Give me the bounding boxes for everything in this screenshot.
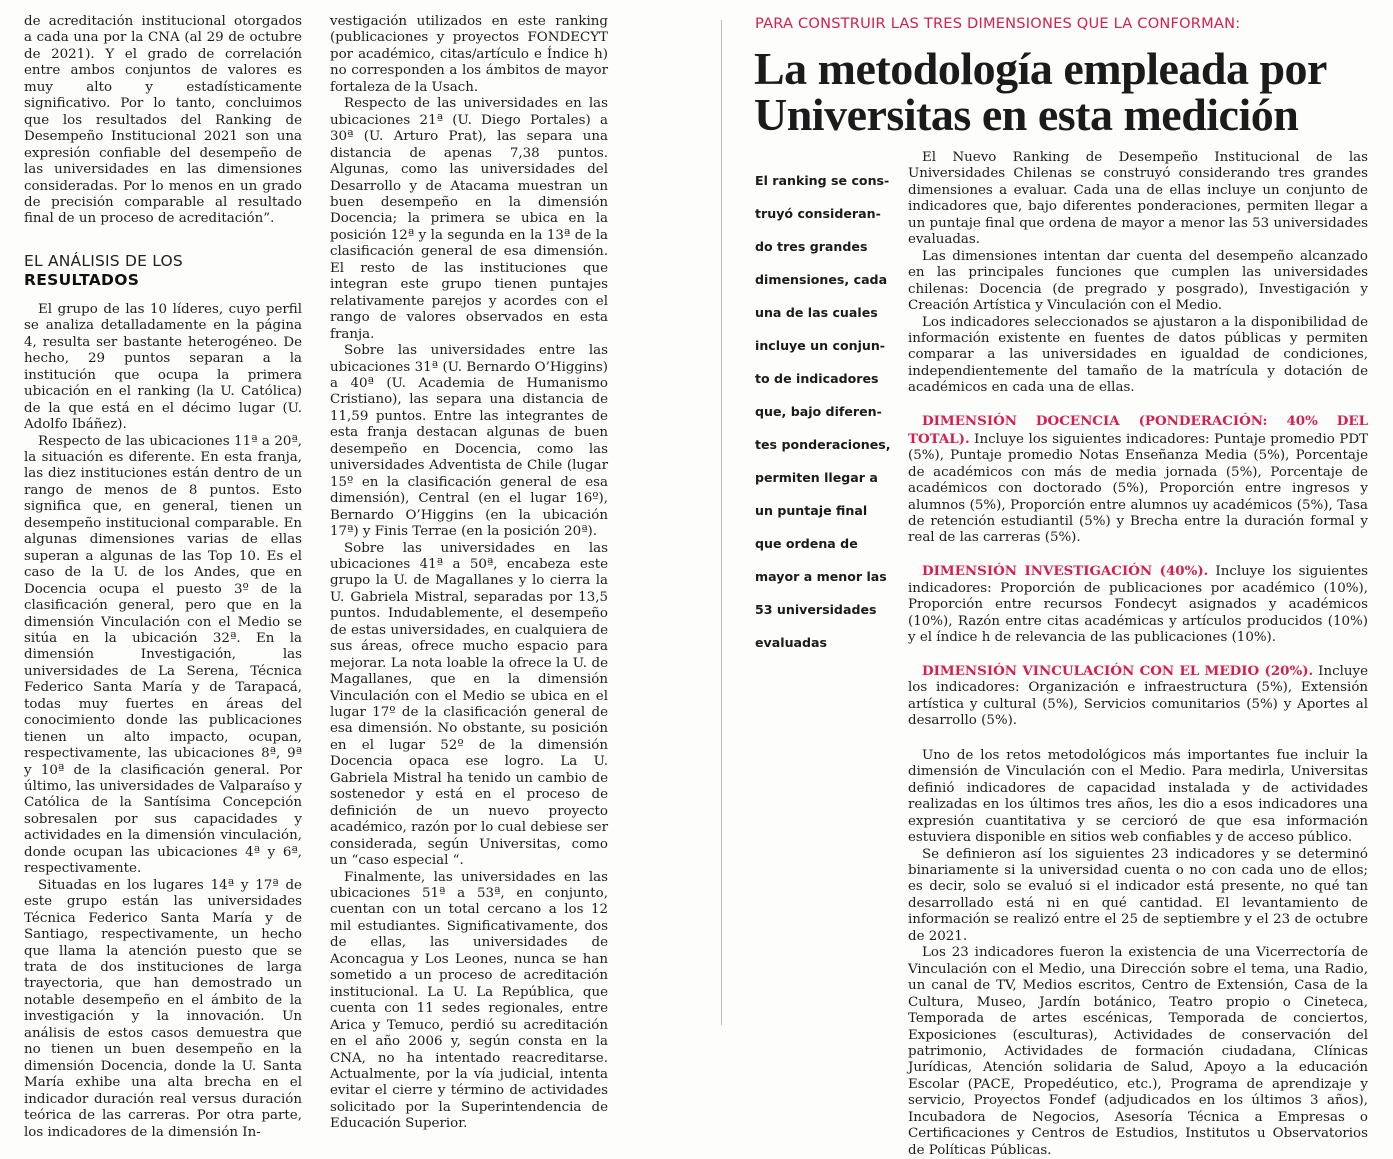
paragraph: Se definieron así los siguientes 23 indicadores y se determinó binariamente si la universidad cuenta o no con cada uno de ellos; es decir, solo se evaluó si el indicador está presente, no qué tan desarrollado está ni en qué cantidad. El levantamiento de información se realizó entre el 25 de septiembre y el 23 de octubre de 2021. [908, 846, 1368, 944]
paragraph: Los 23 indicadores fueron la existencia de una Vicerrectoría de Vinculación con el Medio, una Dirección sobre el tema, una Radio, un canal de TV, Medios escritos, Centro de Extensión, Casa de la Cultura, Museo, Jardín botánico, Teatro propio o Cineteca, Temporada de artes escénicas, Temporada de conciertos, Exposiciones (esculturas), Actividades de conservación del patrimonio, Actividades de formación ciudadana, Clínicas Jurídicas, Atención solidaria de Salud, Apoyo a la educación Escolar (PACE, Propedéutico, etc.), Programa de aprendizaje y servicio, Proyectos Fondef (adjudicados en los últimos 3 años), Incubadora de Negocios, Asesoría Técnica a Empresas o Certificaciones y Centros de Estudios, Institutos u Observatorios de Políticas Públicas. [908, 945, 1368, 1158]
quote-line: incluye un conjun- [755, 338, 886, 353]
sidebar-quote [755, 164, 890, 659]
dimension-docencia [908, 413, 1368, 547]
quote-line: que ordena de [755, 536, 858, 551]
paragraph: Respecto de las universidades en las ubicaciones 21ª (U. Diego Portales) a 30ª (U. Arturo Prat), las separa una distancia de apenas 7,38 puntos. Algunas, como las universidades del Desarrollo y de Atacama muestran un buen desempeño en la dimensión Docencia; la primera se ubica en la posición 12ª y la segunda en la 13ª de la clasificación general de esa dimensión. El resto de las instituciones que integran este grupo tienen puntajes relativamente parejos y acordes con el rango de valores observados en esta franja. [330, 96, 608, 342]
quote-line: El ranking se cons- [755, 173, 890, 188]
headline [754, 43, 1384, 140]
paragraph: Sobre las universidades entre las ubicaciones 31ª (U. Bernardo O’Higgins) a 40ª (U. Academia de Humanismo Cristiano), las separa una distancia de 11,59 puntos. Entre las integrantes de esta franja destacan algunas de buen desempeño en Docencia, como las universidades Adventista de Chile (lugar 15º en la clasificación general de esa dimensión), Central (en el lugar 16º), Bernardo O’Higgins (en la ubicación 17ª) y Finis Terrae (en la posición 20ª). [330, 343, 608, 540]
paragraph: de acreditación institucional otorgados a cada una por la CNA (al 29 de octubre de 2021). Y el grado de correlación entre ambos conjuntos de valores es muy alto y estadísticamente significativo. Por lo tanto, concluimos que los resultados del Ranking de Desempeño Institucional 2021 son una expresión confiable del desempeño de las universidades en las dimensiones consideradas. Por lo menos en un grado de precisión comparable al resultado final de un proceso de acreditación”. [24, 14, 302, 227]
quote-line: do tres grandes [755, 239, 868, 254]
dimension-text: Incluye los siguientes indicadores: Proporción de publicaciones por académico (10%), Proporción entre recursos Fondecyt asignados y académicos (10%), Razón entre citas académicas y artículos producidos (10%) y el índice h de relevancia de las publicaciones (10%). [908, 564, 1368, 646]
quote-line: to de indicadores [755, 371, 879, 386]
headline-line-2: Universitas en esta medición [754, 89, 1299, 140]
methodology-column [908, 150, 1368, 1159]
dimension-label: DIMENSIÓN INVESTIGACIÓN (40%). [922, 563, 1209, 580]
paragraph: Los indicadores seleccionados se ajustaron a la disponibilidad de información existente en fuentes de datos públicas y permiten comparar a las universidades en igualdad de condiciones, independientemente del tamaño de la matrícula y dotación de académicos en cada una de ellas. [908, 314, 1368, 396]
dimension-investigacion [908, 563, 1368, 646]
dimension-vinculacion [908, 663, 1368, 730]
quote-line: permiten llegar a [755, 470, 878, 485]
paragraph: Las dimensiones intentan dar cuenta del desempeño alcanzado en las principales funciones que cumplen las universidades chilenas: Docencia (de pregrado y posgrado), Investigación y Creación Artística y Vinculación con el Medio. [908, 248, 1368, 314]
quote-line: dimensiones, cada [755, 272, 888, 287]
quote-line: truyó consideran- [755, 206, 881, 221]
quote-line: tes ponderaciones, [755, 437, 891, 452]
quote-line: un puntaje final [755, 503, 868, 518]
paragraph: Sobre las universidades en las ubicaciones 41ª a 50ª, encabeza este grupo la U. de Magallanes y lo cierra la U. Gabriela Mistral, separadas por 13,5 puntos. Indudablemente, el desempeño de estas universidades, en cualquiera de sus áreas, ofrece mucho espacio para mejorar. La nota loable la ofrece la U. de Magallanes, que en la dimensión Vinculación con el Medio se ubica en el lugar 17º de la clasificación general de esa dimensión. No obstante, su posición en el lugar 52º de la dimensión Docencia opaca ese logro. La U. Gabriela Mistral ha tenido un cambio de sostenedor y está en el proceso de definición de un nuevo proyecto académico, razón por lo cual debiese ser considerada, según Universitas, como un “caso especial “. [330, 540, 608, 869]
paragraph: Uno de los retos metodológicos más importantes fue incluir la dimensión de Vinculación con el Medio. Para medirla, Universitas definió indicadores de capacidad instalada y de actividades realizadas en los últimos tres años, les dio a esos indicadores una expresión cuantitativa y se cercioró de que esa información estuviera disponible en sitios web confiables y de acceso público. [908, 747, 1368, 846]
paragraph: Respecto de las ubicaciones 11ª a 20ª, la situación es diferente. En esta franja, las diez instituciones están dentro de un rango de menos de 8 puntos. Esto significa que, en general, tienen un desempeño institucional comparable. En algunas dimensiones varias de ellas superan a algunas de las Top 10. Es el caso de la U. de los Andes, que en Docencia ocupa el puesto 3º de la clasificación general, pero que en la dimensión Vinculación con el Medio se sitúa en la ubicación 32ª. En la dimensión Investigación, las universidades de La Serena, Técnica Federico Santa María y de Tarapacá, todas muy fuertes en áreas del conocimiento donde las publicaciones tienen un alto impacto, ocupan, respectivamente, las ubicaciones 8ª, 9ª y 10ª de la clasificación general. Por último, las universidades de Valparaíso y Católica de la Santísima Concepción sobresalen por sus capacidades y actividades en la dimensión vinculación, donde ocupan las ubicaciones 4ª y 6ª, respectivamente. [24, 433, 302, 877]
quote-line: evaluadas [755, 635, 828, 650]
article-column-1 [24, 14, 302, 1141]
paragraph: El grupo de las 10 líderes, cuyo perfil se analiza detalladamente en la página 4, resulta ser bastante heterogéneo. De hecho, 29 puntos separan a la institución que ocupa la primera ubicación en el ranking (la U. Católica) de la que está en el décimo lugar (U. Adolfo Ibáñez). [24, 301, 302, 433]
headline-line-1: La metodología empleada por [754, 43, 1327, 94]
dimension-text: Incluye los siguientes indicadores: Puntaje promedio PDT (5%), Puntaje promedio Notas Enseñanza Media (5%), Porcentaje de académicos con más de media jornada (5%), Porcentaje de académicos con doctorado (5%), Proporción entre ingresos y alumnos (5%), Proporción entre alumnos uy académicos (5%), Tasa de retención estudiantil (5%) y Brecha entre la duración formal y real de las carreras (5%). [908, 431, 1368, 546]
section-subhead [24, 252, 302, 290]
article-column-2 [330, 14, 608, 1133]
quote-line: una de las cuales [755, 305, 878, 320]
dimension-text: Incluye los indicadores: Organización e infraestructura (5%), Extensión artística y cultural (5%), Servicios comunitarios (5%) y Aportes al desarrollo (5%). [908, 664, 1368, 729]
kicker: PARA CONSTRUIR LAS TRES DIMENSIONES QUE LA CONFORMAN: [755, 15, 1241, 32]
dimension-label: DIMENSIÓN VINCULACIÓN CON EL MEDIO (20%). [922, 663, 1314, 679]
subhead-line-1: EL ANÁLISIS DE LOS [24, 251, 183, 270]
paragraph: Finalmente, las universidades en las ubicaciones 51ª a 53ª, en conjunto, cuentan con un total cercano a los 12 mil estudiantes. Significativamente, dos de ellas, las universidades de Aconcagua y Los Leones, nunca se han sometido a un proceso de acreditación institucional. La U. La República, que cuenta con 11 sedes regionales, entre Arica y Temuco, perdió su acreditación en el año 2006 y, según consta en la CNA, no ha intentado reacreditarse. Actualmente, por la vía judicial, intenta evitar el cierre y término de actividades solicitado por la Superintendencia de Educación Superior. [330, 869, 608, 1132]
page-divider [721, 20, 722, 1025]
dimension-label: DIMENSIÓN DOCENCIA (PONDERACIÓN: 40% DEL TOTAL). [908, 413, 1368, 447]
quote-line: que, bajo diferen- [755, 404, 882, 419]
paragraph: vestigación utilizados en este ranking (publicaciones y proyectos FONDECYT por académico, citas/artículo e Índice h) no corresponden a los ámbitos de mayor fortaleza de la Usach. [330, 14, 608, 95]
quote-line: mayor a menor las [755, 569, 887, 584]
paragraph: El Nuevo Ranking de Desempeño Institucional de las Universidades Chilenas se construyó considerando tres grandes dimensiones a evaluar. Cada una de ellas incluye un conjunto de indicadores que, bajo diferentes ponderaciones, permiten llegar a un puntaje final que ordena de mayor a menor las 53 universidades evaluadas. [908, 150, 1368, 248]
paragraph: Situadas en los lugares 14ª y 17ª de este grupo están las universidades Técnica Federico Santa María y de Santiago, respectivamente, un hecho que llama la atención puesto que se trata de dos instituciones de larga trayectoria, que han demostrado un notable desempeño en el ámbito de la investigación y la innovación. Un análisis de estos casos demuestra que no tienen un buen desempeño en la dimensión Docencia, donde la U. Santa María exhibe una alta brecha en el indicador duración real versus duración teórica de las carreras. Por otra parte, los indicadores de la dimensión In- [24, 877, 302, 1140]
subhead-line-2: RESULTADOS [24, 270, 140, 289]
quote-line: 53 universidades [755, 602, 877, 617]
